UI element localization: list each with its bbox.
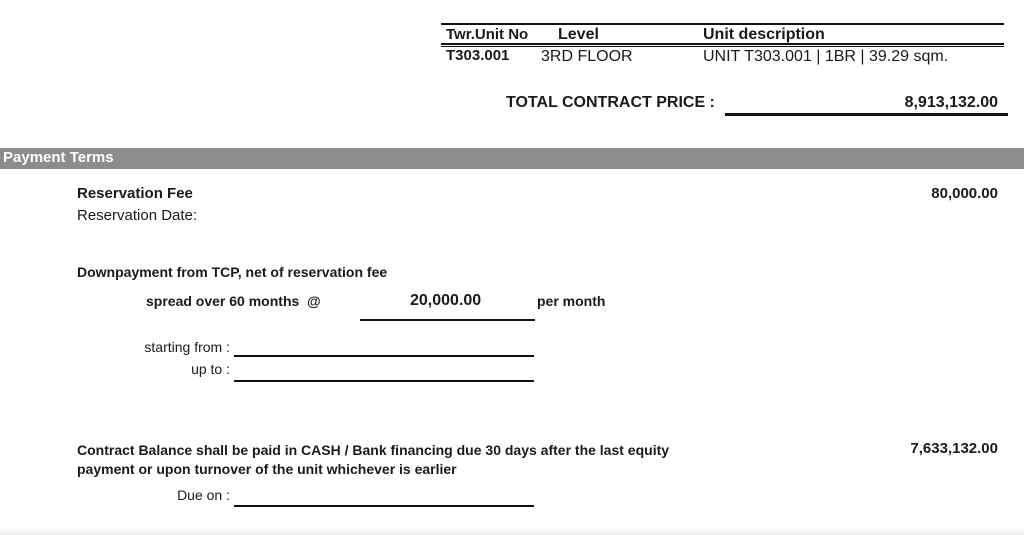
table-header-rule-1 [441, 43, 1004, 45]
total-contract-price-value: 8,913,132.00 [904, 94, 998, 111]
starting-from-line [234, 355, 534, 357]
downpayment-spread-label: spread over 60 months @ [146, 293, 321, 309]
header-level: Level [558, 26, 599, 43]
contract-balance-value: 7,633,132.00 [910, 440, 998, 457]
contract-balance-text-line1: Contract Balance shall be paid in CASH / Bank financing due 30 days after the last equity [77, 442, 670, 458]
header-unit-description: Unit description [703, 26, 825, 43]
up-to-line [234, 380, 534, 382]
reservation-fee-value: 80,000.00 [931, 185, 998, 202]
up-to-label: up to : [191, 361, 230, 377]
total-contract-price-underline [725, 113, 1008, 116]
due-on-label: Due on : [177, 487, 230, 503]
cell-unit-no: T303.001 [446, 47, 510, 64]
table-top-rule [441, 23, 1004, 25]
payment-terms-title: Payment Terms [3, 149, 114, 166]
table-header-rule-2 [441, 46, 1004, 47]
reservation-fee-label: Reservation Fee [77, 185, 193, 202]
reservation-date-label: Reservation Date: [77, 207, 198, 224]
contract-balance-text-line2: payment or upon turnover of the unit whichever is earlier [77, 461, 457, 477]
page-bottom-edge [0, 527, 1024, 535]
per-month-label: per month [537, 293, 606, 309]
payment-terms-header [0, 148, 1024, 169]
cell-unit-description: UNIT T303.001 | 1BR | 39.29 sqm. [703, 48, 949, 65]
downpayment-monthly-amount: 20,000.00 [410, 292, 482, 309]
downpayment-label: Downpayment from TCP, net of reservation fee [77, 264, 388, 280]
starting-from-label: starting from : [144, 339, 230, 355]
cell-level: 3RD FLOOR [541, 48, 633, 65]
due-on-line [234, 505, 534, 507]
total-contract-price-label: TOTAL CONTRACT PRICE : [506, 94, 715, 111]
header-unit-no: Twr.Unit No [446, 26, 529, 43]
monthly-amount-underline [360, 319, 535, 321]
